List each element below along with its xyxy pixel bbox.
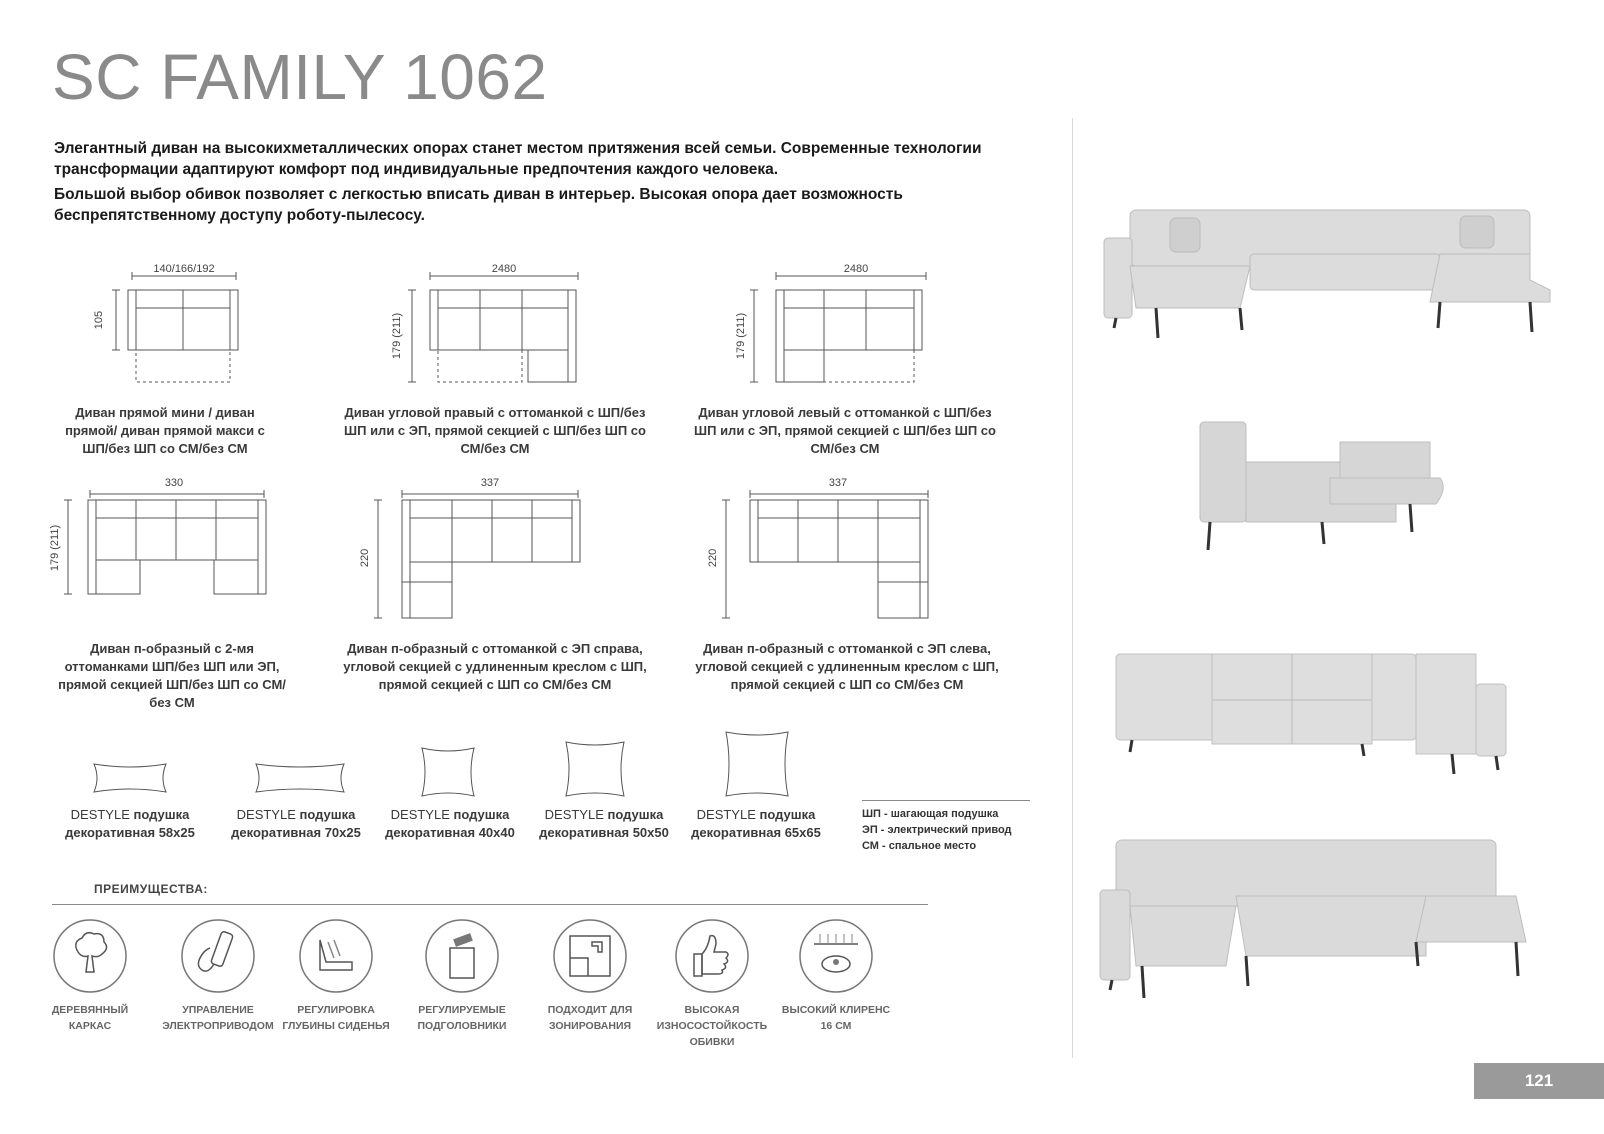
pillow-5-brand: DESTYLE <box>696 807 756 822</box>
diagram-u-ottoman-right <box>360 474 600 624</box>
abbreviation-legend <box>862 806 1012 854</box>
pillow-70x25-drawing <box>252 758 348 798</box>
feature-4-label: РЕГУЛИРУЕМЫЕ ПОДГОЛОВНИКИ <box>417 1004 507 1032</box>
feature-headrests <box>402 918 522 1034</box>
pillow-caption-3 <box>370 806 530 842</box>
feature-wear-resistance <box>652 918 772 1050</box>
intro-text <box>54 138 1014 226</box>
pillow-58x25-drawing <box>90 758 170 798</box>
advantages-divider <box>52 904 928 905</box>
pillow-1-name: подушка <box>133 807 190 822</box>
sofa-photo-back <box>1112 624 1532 784</box>
vertical-divider <box>1072 118 1073 1058</box>
feature-5-label: ПОДХОДИТ ДЛЯ ЗОНИРОВАНИЯ <box>547 1004 633 1032</box>
pillow-caption-4 <box>524 806 684 842</box>
intro-paragraph-1: Элегантный диван на высокихметаллических опорах станет местом притяжения всей семьи. Современные технологии трансформации адаптируют комфорт под индивидуальные предпочтения каждого человека. <box>54 140 982 178</box>
robot-vacuum-icon <box>798 918 874 994</box>
feature-2-label: УПРАВЛЕНИЕ ЭЛЕКТРОПРИВОДОМ <box>162 1004 274 1032</box>
diagram-5-depth: 220 <box>359 548 371 568</box>
page-number: 121 <box>1474 1063 1604 1099</box>
feature-1-label: ДЕРЕВЯННЫЙ КАРКАС <box>51 1004 129 1032</box>
pillow-3-name: подушка <box>453 807 510 822</box>
legend-line-1: ШП - шагающая подушка <box>862 808 999 820</box>
diagram-straight-sofa <box>88 262 248 392</box>
diagram-5-caption: Диван п-образный с оттоманкой с ЭП справа, угловой секцией с удлиненным креслом с ШП, прямой секцией с ШП со СМ/без СМ <box>343 641 647 692</box>
diagram-4-caption: Диван п-образный с 2-мя оттоманками ШП/без ШП или ЭП, прямой секцией ШП/без ШП со СМ/без СМ <box>58 641 286 710</box>
feature-clearance <box>776 918 896 1034</box>
headrest-icon <box>424 918 500 994</box>
diagram-1-caption: Диван прямой мини / диван прямой/ диван прямой макси с ШП/без ШП со СМ/без СМ <box>65 405 265 456</box>
thumbs-up-icon <box>674 918 750 994</box>
pillow-2-name: подушка <box>299 807 356 822</box>
diagram-u-ottoman-left <box>707 474 950 624</box>
diagram-corner-right <box>391 262 594 392</box>
diagram-4-depth: 179 (211) <box>49 524 61 572</box>
diagram-corner-left <box>735 262 942 392</box>
pillow-2-desc: декоративная 70х25 <box>231 825 361 840</box>
pillow-caption-5 <box>676 806 836 842</box>
zoning-icon <box>552 918 628 994</box>
feature-6-label: ВЫСОКАЯ ИЗНОСОСТОЙКОСТЬ ОБИВКИ <box>656 1004 768 1048</box>
pillow-50x50-drawing <box>562 738 628 800</box>
pillow-4-name: подушка <box>607 807 664 822</box>
diagram-2-caption: Диван угловой правый с оттоманкой с ШП/без ШП или с ЭП, прямой секцией с ШП/без ШП со СМ/без СМ <box>344 405 646 456</box>
diagram-2-depth: 179 (211) <box>391 312 403 360</box>
intro-paragraph-2: Большой выбор обивок позволяет с легкостью вписать диван в интерьер. Высокая опора дает возможность беспрепятственному доступу роботу-пылесосу. <box>54 186 903 224</box>
diagram-5-width: 337 <box>480 477 500 489</box>
pillow-5-desc: декоративная 65х65 <box>691 825 821 840</box>
remote-control-icon <box>180 918 256 994</box>
diagram-6-width: 337 <box>828 477 848 489</box>
feature-electric-control <box>158 918 278 1034</box>
diagram-6-depth: 220 <box>707 548 719 568</box>
advantages-title: ПРЕИМУЩЕСТВА: <box>94 882 208 896</box>
pillow-4-brand: DESTYLE <box>544 807 604 822</box>
pillow-5-name: подушка <box>759 807 816 822</box>
feature-seat-depth <box>276 918 396 1034</box>
tree-icon <box>52 918 128 994</box>
diagram-u-two-ottomans <box>50 474 280 624</box>
page-title: SC FAMILY 1062 <box>52 41 548 113</box>
pillow-1-desc: декоративная 58х25 <box>65 825 195 840</box>
feature-7-label: ВЫСОКИЙ КЛИРЕНС 16 СМ <box>781 1004 891 1032</box>
seat-depth-icon <box>298 918 374 994</box>
diagram-3-caption: Диван угловой левый с оттоманкой с ШП/без ШП или с ЭП, прямой секцией с ШП/без ШП со СМ/без СМ <box>694 405 996 456</box>
sofa-photo-top-front <box>1100 180 1560 350</box>
legend-divider <box>862 800 1030 801</box>
legend-line-2: ЭП - электрический привод <box>862 824 1012 836</box>
diagram-3-width: 2480 <box>843 263 869 275</box>
pillow-4-desc: декоративная 50х50 <box>539 825 669 840</box>
diagram-3-depth: 179 (211) <box>735 312 747 360</box>
feature-zoning <box>530 918 650 1034</box>
diagram-1-width: 140/166/192 <box>153 263 215 275</box>
pillow-2-brand: DESTYLE <box>236 807 296 822</box>
pillow-caption-1 <box>50 806 210 842</box>
diagram-2-width: 2480 <box>491 263 517 275</box>
pillow-65x65-drawing <box>722 728 792 800</box>
pillow-1-brand: DESTYLE <box>70 807 130 822</box>
sofa-photo-unfolded <box>1096 826 1536 1006</box>
feature-3-label: РЕГУЛИРОВКА ГЛУБИНЫ СИДЕНЬЯ <box>282 1004 390 1032</box>
diagram-1-depth: 105 <box>93 310 105 330</box>
pillow-3-brand: DESTYLE <box>390 807 450 822</box>
sofa-photo-side <box>1190 392 1470 562</box>
feature-wooden-frame <box>30 918 150 1034</box>
pillow-3-desc: декоративная 40х40 <box>385 825 515 840</box>
legend-line-3: СМ - спальное место <box>862 840 977 852</box>
pillow-caption-2 <box>216 806 376 842</box>
pillow-40x40-drawing <box>418 744 478 800</box>
diagram-4-width: 330 <box>164 477 184 489</box>
diagram-6-caption: Диван п-образный с оттоманкой с ЭП слева, угловой секцией с удлиненным креслом с ШП, прямой секцией с ШП со СМ/без СМ <box>695 641 999 692</box>
